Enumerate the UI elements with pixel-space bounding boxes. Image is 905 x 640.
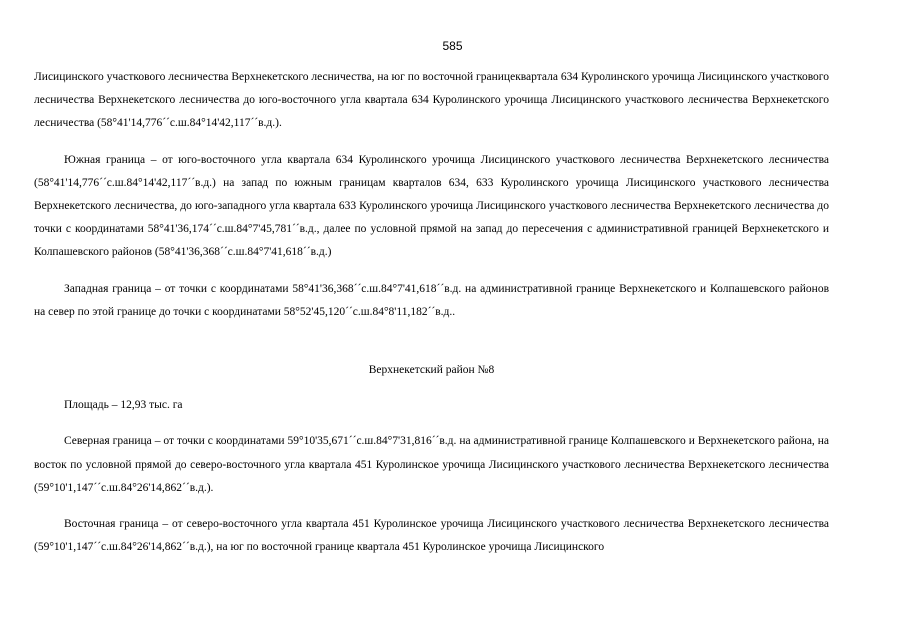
page-number: 585	[442, 39, 463, 53]
paragraph-west-border: Западная граница – от точки с координатами 58°41'36,368´´с.ш.84°7'41,618´´в.д. на административной границе Верхнекетского и Колпашевского районов на север по этой границе до точки с координатами 58°52'45,120´´с.ш.84°8'11,182´´в.д..	[34, 282, 829, 318]
area-text: Площадь – 12,93 тыс. га	[64, 399, 183, 412]
paragraph-south-border: Южная граница – от юго-восточного угла квартала 634 Куролинского урочища Лисицинского участкового лесничества Верхнекетского лесничества (58°41'14,776´´с.ш.84°14'42,117´´в.д.) на запад по южным границам кварталов 634, 633 Куролинского урочища Лисицинского участкового лесничества Верхнекетского лесничества, до юго-западного угла квартала 633 Куролинского урочища Лисицинского участкового лесничества Верхнекетского лесничества до точки с координатами 58°41'36,174´´с.ш.84°7'45,781´´в.д., далее по условной прямой на запад до пересечения с административной границей Верхнекетского и Колпашевского районов (58°41'36,368´´с.ш.84°7'41,618´´в.д.)	[34, 153, 829, 259]
section-title: Верхнекетский район №8	[368, 364, 495, 377]
document-body	[34, 66, 829, 572]
paragraph-continuation: Лисицинского участкового лесничества Верхнекетского лесничества, на юг по восточной границеквартала 634 Куролинского урочища Лисицинского участкового лесничества Верхнекетского лесничества до юго-восточного угла квартала 634 Куролинского урочища Лисицинского участкового лесничества Верхнекетского лесничества (58°41'14,776´´с.ш.84°14'42,117´´в.д.).	[34, 71, 829, 130]
paragraph-north-border: Северная граница – от точки с координатами 59°10'35,671´´с.ш.84°7'31,816´´в.д. на административной границе Колпашевского и Верхнекетского района, на восток по условной прямой до северо-восточного угла квартала 451 Куролинское урочища Лисицинского участкового лесничества Верхнекетского лесничества (59°10'1,147´´с.ш.84°26'14,862´´в.д.).	[34, 435, 829, 494]
paragraph-east-border: Восточная граница – от северо-восточного угла квартала 451 Куролинское урочища Лисицинского участкового лесничества Верхнекетского лесничества (59°10'1,147´´с.ш.84°26'14,862´´в.д.), на юг по восточной границе квартала 451 Куролинское урочища Лисицинского	[34, 518, 829, 554]
